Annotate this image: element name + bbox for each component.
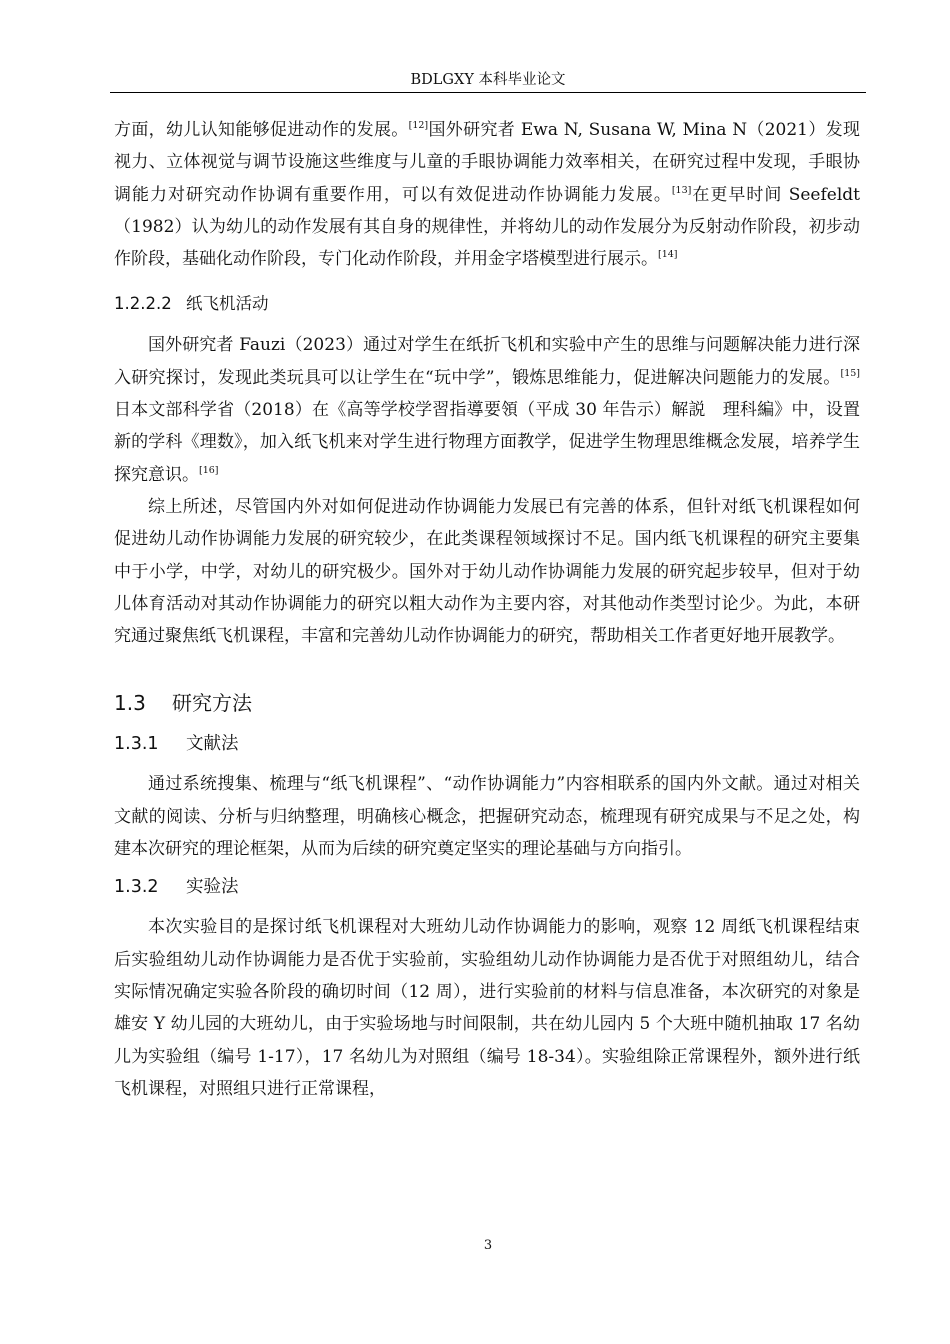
citation-ref: [16] [199, 464, 219, 476]
page-header: BDLGXY 本科毕业论文 [410, 72, 566, 88]
citation-ref: [12] [408, 120, 429, 131]
citation-ref: [14] [658, 249, 678, 261]
section-title: 文献法 [186, 734, 239, 755]
page-number: 3 [483, 1238, 493, 1253]
paragraph-text: 综上所述，尽管国内外对如何促进动作协调能力发展已有完善的体系，但针对纸飞机课程如何促进幼儿动作协调能力发展的研究较少，在此类课程领域探讨不足。国内纸飞机课程的研究主要集中于小学，中学，对幼儿的研究极少。国外对于幼儿动作协调能力发展的研究起步较早，但对于幼儿体育活动对其动作协调能力的研究以粗大动作为主要内容，对其他动作类型讨论少。为此，本研究通过聚焦纸飞机课程，丰富和完善幼儿动作协调能力的研究，帮助相关工作者更好地开展教学。 [114, 496, 860, 647]
section-title: 研究方法 [172, 691, 252, 716]
header-rule [110, 92, 866, 93]
section-heading [114, 873, 860, 901]
paragraph-text: 通过系统搜集、梳理与“纸飞机课程”、“动作协调能力”内容相联系的国内外文献。通过对相关文献的阅读、分析与归纳整理，明确核心概念，把握研究动态，梳理现有研究成果与不足之处，构建本次研究的理论框架，从而为后续的研究奠定坚实的理论基础与方向指引。 [114, 774, 860, 860]
paragraph-text: 在更早时间 Seefeldt（1982）认为幼儿的动作发展有其自身的规律性，并将幼儿的动作发展分为反射动作阶段，初步动作阶段，基础化动作阶段，专门化动作阶段，并用金字塔模型进行展示。 [114, 184, 860, 270]
section-number: 1.3.2 [114, 877, 159, 898]
paragraph-text: 日本文部科学省（2018）在《高等学校学習指導要領（平成 30 年告示）解説 理科編》中，设置新的学科《理数》，加入纸飞机来对学生进行物理方面教学，促进学生物理思维概念发展，培养学生探究意识。 [114, 400, 860, 485]
citation-ref: [13] [671, 184, 692, 196]
body-paragraph [114, 768, 860, 865]
paragraph-text: 本次实验目的是探讨纸飞机课程对大班幼儿动作协调能力的影响，观察 12 周纸飞机课程结束后实验组幼儿动作协调能力是否优于实验前，实验组幼儿动作协调能力是否优于对照组幼儿，结合实际情况确定实验各阶段的确切时间（12 周），进行实验前的材料与信息准备，本次研究的对象是雄安 Y 幼儿园的大班幼儿，由于实验场地与时间限制，共在幼儿园内 5 个大班中随机抽取 17 名幼儿为实验组（编号 1-17），17 名幼儿为对照组（编号 18-34）。实验组除正常课程外，额外进行纸飞机课程，对照组只进行正常课程， [114, 917, 860, 1099]
section-title: 纸飞机活动 [186, 294, 269, 314]
section-heading [114, 688, 860, 718]
citation-ref: [15] [840, 367, 860, 379]
paragraph-text: 国外研究者 Fauzi（2023）通过对学生在纸折飞机和实验中产生的思维与问题解决能力进行深入研究探讨，发现此类玩具可以让学生在“玩中学”，锻炼思维能力，促进解决问题能力的发展。 [114, 335, 860, 388]
section-title: 实验法 [186, 877, 239, 898]
section-number: 1.3.1 [114, 734, 159, 755]
body-paragraph [114, 491, 860, 652]
paragraph-text: 方面，幼儿认知能够促进动作的发展。 [114, 120, 409, 140]
body-paragraph [114, 329, 860, 490]
body-paragraph [114, 911, 860, 1105]
body-paragraph [114, 114, 860, 275]
section-number: 1.2.2.2 [114, 294, 172, 314]
section-heading [114, 291, 860, 317]
section-number: 1.3 [114, 691, 146, 716]
document-body [114, 114, 860, 1105]
paragraph-text: 国外研究者 Ewa N, Susana W, Mina N（2021）发现视力、立体视觉与调节设施这些维度与儿童的手眼协调能力效率相关，在研究过程中发现，手眼协调能力对研究动作协调有重要作用，可以有效促进动作协调能力发展。 [114, 120, 860, 205]
section-heading [114, 730, 860, 758]
